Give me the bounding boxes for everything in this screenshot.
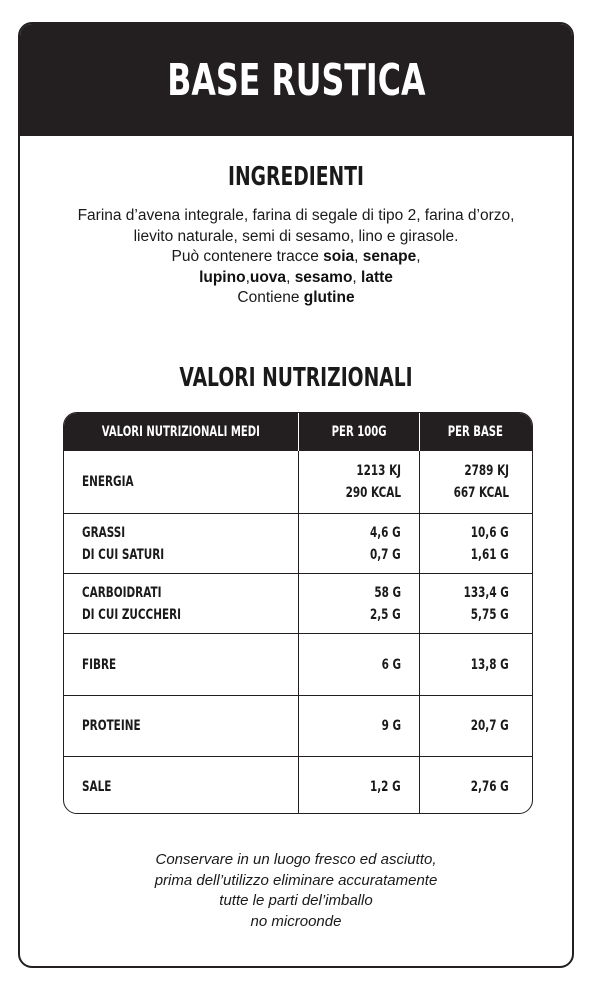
row-value: 0,7 G xyxy=(370,546,401,563)
allergen-lupino: lupino xyxy=(199,268,246,286)
row-value: 20,7 G xyxy=(471,718,509,734)
product-label-card xyxy=(18,22,574,968)
row-perbase-cell xyxy=(419,757,531,814)
header-cell-perbase xyxy=(419,413,531,451)
row-label: DI CUI SATURI xyxy=(82,546,165,563)
row-value: 2,5 G xyxy=(370,606,401,623)
nutrition-heading xyxy=(97,363,494,393)
row-value: 1,2 G xyxy=(370,779,401,795)
allergen-senape: senape xyxy=(362,248,417,265)
row-label-cell xyxy=(64,574,298,633)
header-cell-label xyxy=(64,413,298,451)
row-value: 5,75 G xyxy=(471,606,509,623)
row-label: FIBRE xyxy=(82,656,117,673)
storage-line-4: no microonde xyxy=(250,912,342,930)
ingredients-heading-text: INGREDIENTI xyxy=(228,162,364,192)
allergen-latte: latte xyxy=(361,268,393,286)
row-label: ENERGIA xyxy=(82,474,134,490)
allergen-sesamo: sesamo xyxy=(294,268,353,286)
row-label: CARBOIDRATI xyxy=(82,584,162,601)
nutrition-table xyxy=(63,412,533,814)
row-per100-cell xyxy=(298,451,419,513)
row-perbase-cell xyxy=(419,451,531,513)
ingredients-text xyxy=(46,206,546,309)
row-value: 2,76 G xyxy=(471,779,509,795)
contains-prefix: Contiene xyxy=(237,289,304,306)
traces-line-1: Può contenere tracce soia, senape, xyxy=(171,248,421,265)
table-header xyxy=(64,413,532,451)
storage-line-1: Conservare in un luogo fresco ed asciutto, xyxy=(155,851,437,868)
row-label-cell xyxy=(64,757,298,814)
ingredients-line-1: Farina d’avena integrale, farina di segale di tipo 2, farina d’orzo, xyxy=(77,207,515,224)
row-value: 4,6 G xyxy=(370,524,401,541)
table-row xyxy=(64,573,532,633)
row-per100-cell xyxy=(298,514,419,573)
allergen-glutine: glutine xyxy=(303,289,355,306)
header-per100-text: PER 100G xyxy=(331,424,387,440)
row-perbase-cell xyxy=(419,574,531,633)
row-label-cell xyxy=(64,696,298,756)
row-value: 290 KCAL xyxy=(345,485,401,501)
row-value: 133,4 G xyxy=(463,584,509,601)
contains-line xyxy=(46,288,546,309)
row-perbase-cell xyxy=(419,696,531,756)
table-row xyxy=(64,756,532,814)
allergen-uova: uova xyxy=(249,268,287,286)
row-label: SALE xyxy=(82,779,112,795)
allergen-soia: soia xyxy=(323,248,355,265)
table-row xyxy=(64,633,532,695)
product-title: BASE RUSTICA xyxy=(166,54,426,106)
traces-prefix: Può contenere tracce xyxy=(171,248,324,265)
row-value: 1213 KJ xyxy=(356,463,401,479)
row-label-cell xyxy=(64,634,298,695)
header-label-text: VALORI NUTRIZIONALI MEDI xyxy=(101,424,261,440)
row-label: GRASSI xyxy=(82,524,126,541)
row-perbase-cell xyxy=(419,634,531,695)
row-value: 6 G xyxy=(381,656,401,673)
row-value: 1,61 G xyxy=(471,546,509,563)
table-row xyxy=(64,513,532,573)
table-row xyxy=(64,695,532,756)
row-perbase-cell xyxy=(419,514,531,573)
header-cell-per100 xyxy=(298,413,419,451)
row-per100-cell xyxy=(298,696,419,756)
row-value: 667 KCAL xyxy=(453,485,509,501)
table-row xyxy=(64,451,532,513)
row-value: 2789 KJ xyxy=(464,463,509,479)
storage-instructions xyxy=(20,850,572,932)
row-value: 58 G xyxy=(374,584,401,601)
row-per100-cell xyxy=(298,757,419,814)
row-per100-cell xyxy=(298,574,419,633)
row-value: 9 G xyxy=(381,718,401,734)
row-label: PROTEINE xyxy=(82,718,141,734)
row-label-cell xyxy=(64,451,298,513)
ingredients-heading xyxy=(97,162,494,192)
title-banner xyxy=(20,24,572,136)
row-label: DI CUI ZUCCHERI xyxy=(82,606,182,623)
ingredients-line-2: lievito naturale, semi di sesamo, lino e girasole. xyxy=(133,227,459,245)
row-value: 13,8 G xyxy=(471,656,509,673)
storage-line-3: tutte le parti del’imballo xyxy=(219,892,373,909)
storage-line-2: prima dell’utilizzo eliminare accuratamente xyxy=(154,871,438,889)
traces-line-2: lupino,uova, sesamo, latte xyxy=(199,268,393,286)
header-perbase-text: PER BASE xyxy=(447,424,504,440)
row-per100-cell xyxy=(298,634,419,695)
row-value: 10,6 G xyxy=(471,524,509,541)
row-label-cell xyxy=(64,514,298,573)
nutrition-heading-text: VALORI NUTRIZIONALI xyxy=(179,362,413,393)
